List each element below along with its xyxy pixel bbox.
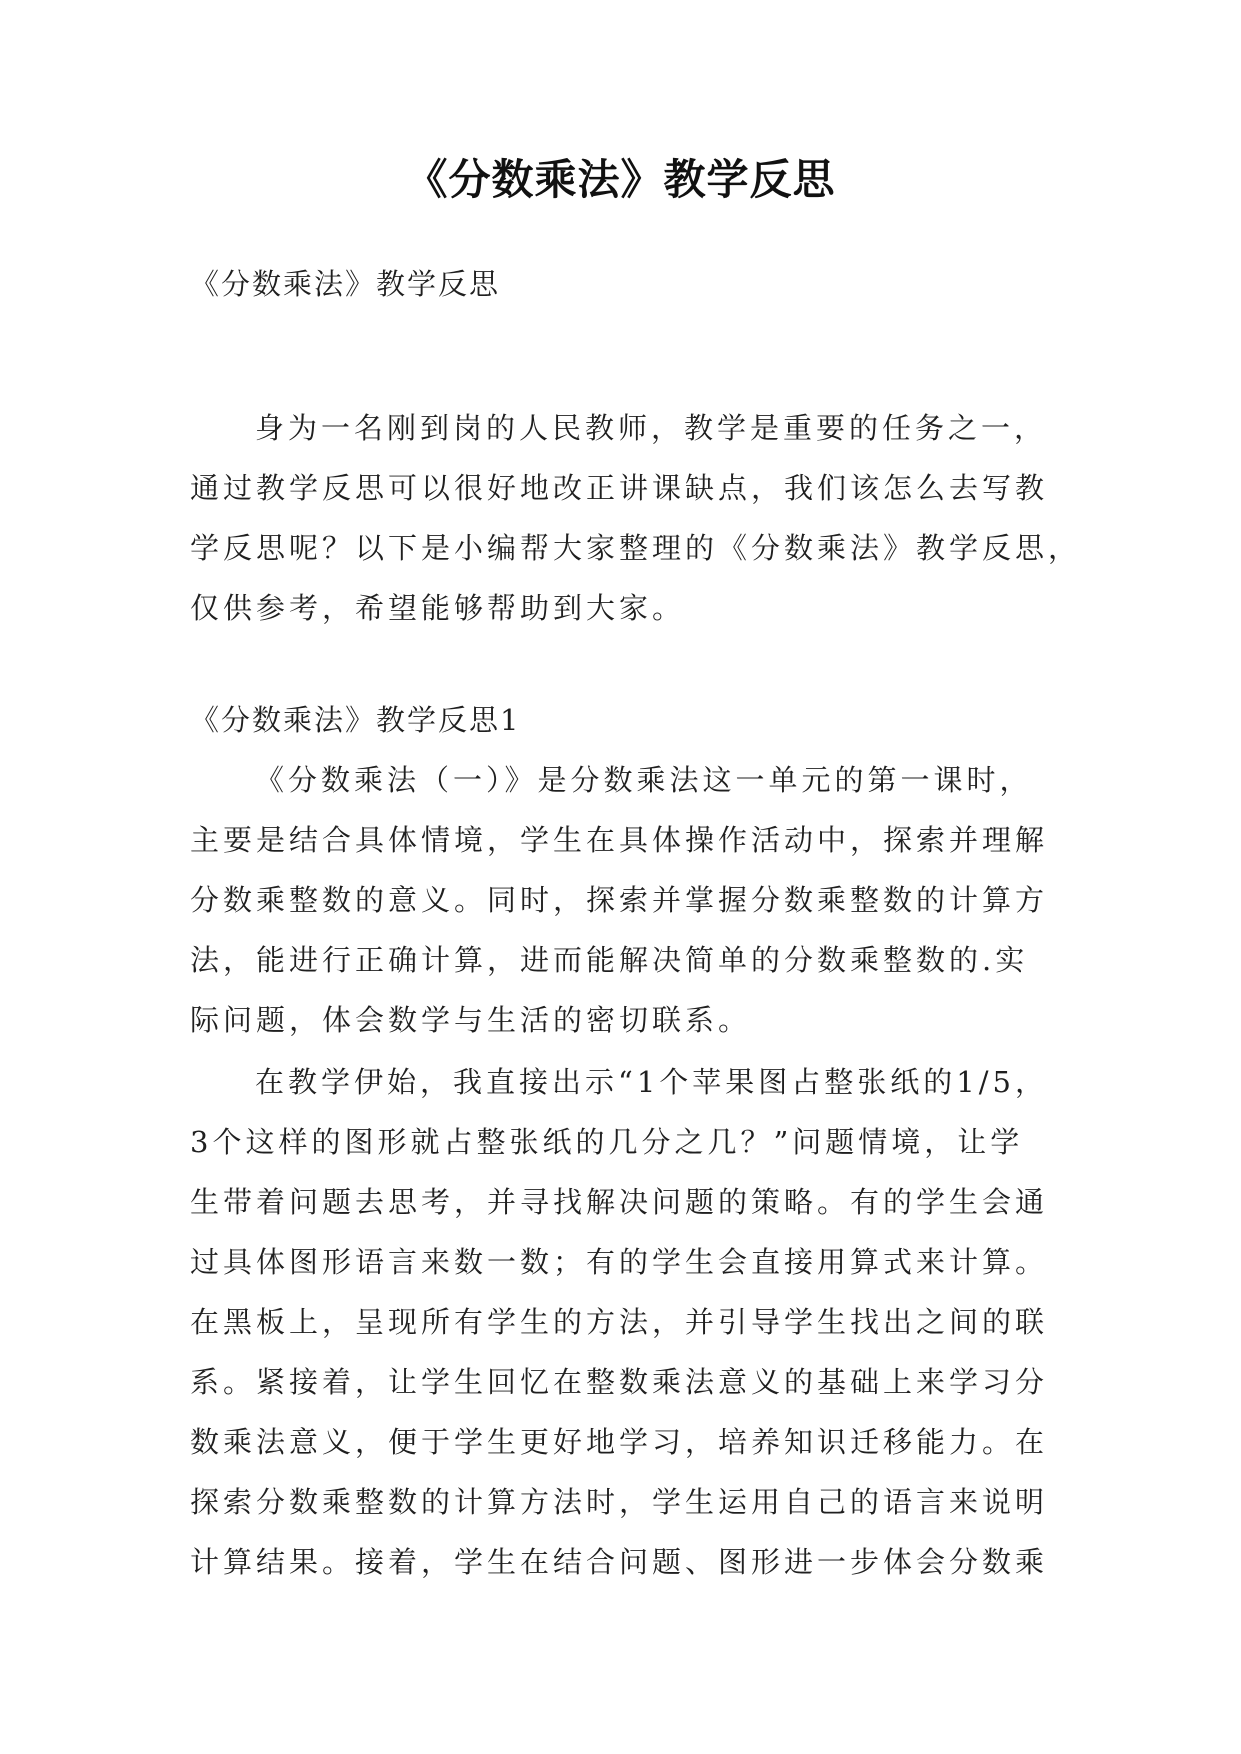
paragraph-line: 3个这样的图形就占整张纸的几分之几？”问题情境，让学 (190, 1125, 1024, 1159)
document-subtitle: 《分数乘法》教学反思 (190, 267, 501, 301)
paragraph-line: 过具体图形语言来数一数；有的学生会直接用算式来计算。 (190, 1245, 1049, 1279)
intro-line: 仅供参考，希望能够帮助到大家。 (190, 591, 686, 625)
intro-line: 身为一名刚到岗的人民教师，教学是重要的任务之一， (255, 411, 1048, 445)
paragraph-line: 在黑板上，呈现所有学生的方法，并引导学生找出之间的联 (190, 1305, 1049, 1339)
paragraph-line: 系。紧接着，让学生回忆在整数乘法意义的基础上来学习分 (190, 1365, 1049, 1399)
intro-line: 通过教学反思可以很好地改正讲课缺点，我们该怎么去写教 (190, 471, 1049, 505)
paragraph-line: 主要是结合具体情境，学生在具体操作活动中，探索并理解 (190, 823, 1049, 857)
paragraph-line: 生带着问题去思考，并寻找解决问题的策略。有的学生会通 (190, 1185, 1049, 1219)
page-title: 《分数乘法》教学反思 (405, 155, 836, 204)
paragraph-line: 分数乘整数的意义。同时，探索并掌握分数乘整数的计算方 (190, 883, 1049, 917)
paragraph-line: 际问题，体会数学与生活的密切联系。 (190, 1003, 752, 1037)
paragraph-line: 《分数乘法（一）》是分数乘法这一单元的第一课时， (255, 763, 1033, 797)
paragraph-line: 数乘法意义，便于学生更好地学习，培养知识迁移能力。在 (190, 1425, 1049, 1459)
paragraph-line: 计算结果。接着，学生在结合问题、图形进一步体会分数乘 (190, 1545, 1049, 1579)
intro-line: 学反思呢？以下是小编帮大家整理的《分数乘法》教学反思， (190, 531, 1082, 565)
paragraph-line: 在教学伊始，我直接出示“1个苹果图占整张纸的1/5， (255, 1065, 1048, 1099)
paragraph-line: 法，能进行正确计算，进而能解决简单的分数乘整数的.实 (190, 943, 1029, 977)
paragraph-line: 探索分数乘整数的计算方法时，学生运用自己的语言来说明 (190, 1485, 1049, 1519)
section-heading: 《分数乘法》教学反思1 (190, 703, 521, 737)
